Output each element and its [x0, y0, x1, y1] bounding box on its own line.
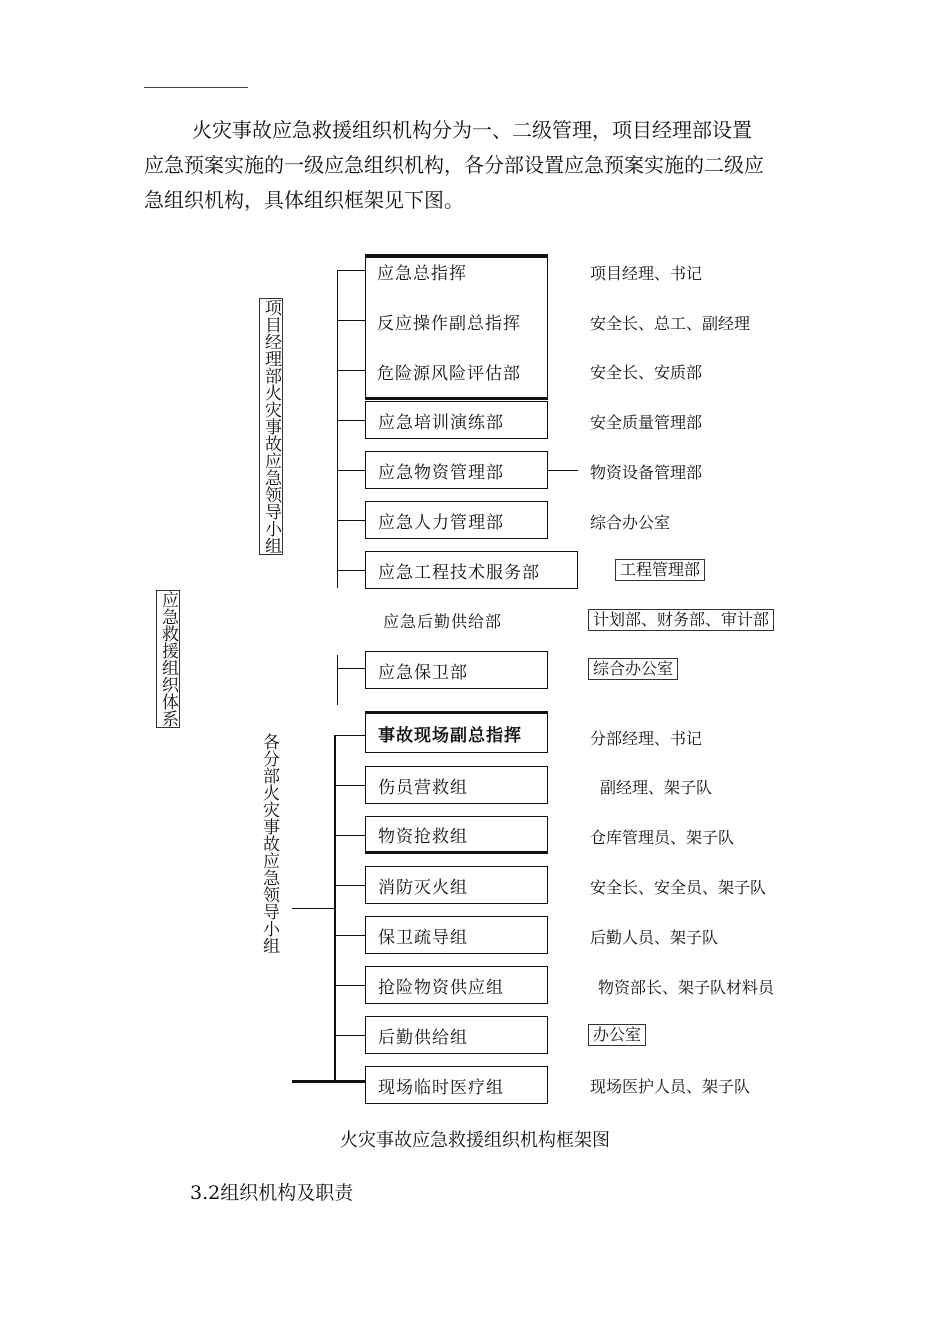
responsible-party: 安全长、安质部 [590, 363, 703, 382]
responsible-party: 办公室 [588, 1024, 646, 1046]
branch-group-label [258, 733, 280, 954]
responsible-party: 计划部、财务部、审计部 [588, 609, 774, 631]
connector [334, 785, 365, 786]
connector [337, 520, 365, 521]
unit-name: 事故现场副总指挥 [378, 725, 522, 746]
connector [337, 470, 365, 471]
unit-name: 应急工程技术服务部 [378, 562, 540, 583]
connector [334, 935, 365, 936]
branch-connector [292, 908, 334, 909]
unit-box [365, 966, 548, 1004]
connector [334, 885, 365, 886]
level2-trunk [334, 735, 336, 1083]
unit-name: 应急保卫部 [378, 662, 468, 683]
unit-box [365, 1016, 548, 1054]
unit-name: 应急培训演练部 [378, 412, 504, 433]
figure-caption: 火灾事故应急救援组织机构框架图 [340, 1130, 610, 1151]
responsible-party: 综合办公室 [590, 513, 671, 532]
responsible-party: 现场医护人员、架子队 [590, 1077, 751, 1096]
intro-line-3: 急组织机构，具体组织框架见下图。 [144, 188, 464, 212]
unit-name: 应急总指挥 [377, 264, 467, 284]
connector [337, 270, 365, 271]
unit-box [365, 551, 578, 589]
unit-name: 应急后勤供给部 [383, 612, 503, 631]
section-heading: 3.2组织机构及职责 [190, 1182, 354, 1204]
unit-name: 后勤供给组 [378, 1027, 468, 1048]
unit-box [365, 451, 548, 489]
unit-box [365, 816, 548, 854]
unit-box [365, 916, 548, 954]
system-label-text: 应急救援组织体系 [158, 591, 178, 727]
unit-box [365, 866, 548, 904]
security-connector [337, 655, 338, 705]
responsible-party: 副经理、架子队 [600, 778, 713, 797]
responsible-party: 仓库管理员、架子队 [590, 828, 735, 847]
unit-box [365, 711, 548, 753]
responsible-party: 工程管理部 [615, 559, 705, 581]
level1-trunk [337, 270, 338, 588]
unit-name: 伤员营救组 [378, 777, 468, 798]
connector [334, 985, 365, 986]
header-rule [144, 87, 248, 88]
intro-paragraph [144, 113, 814, 218]
connector [337, 420, 365, 421]
intro-line-1: 火灾事故应急救援组织机构分为一、二级管理，项目经理部设置 [192, 118, 752, 142]
intro-line-2: 应急预案实施的一级应急组织机构，各分部设置应急预案实施的二级应 [144, 153, 764, 177]
responsible-party: 安全质量管理部 [590, 413, 703, 432]
unit-name: 反应操作副总指挥 [377, 314, 521, 334]
connector [334, 835, 365, 836]
unit-name: 现场临时医疗组 [378, 1077, 504, 1098]
unit-box [365, 651, 548, 689]
unit-name: 危险源风险评估部 [377, 364, 521, 384]
connector [334, 1035, 365, 1036]
connector [548, 470, 578, 471]
connector [337, 370, 365, 371]
project-group-label [259, 298, 283, 555]
responsible-party: 安全长、安全员、架子队 [590, 878, 767, 897]
connector [337, 570, 365, 571]
responsible-party: 物资设备管理部 [590, 463, 703, 482]
unit-box [365, 766, 548, 804]
unit-name: 保卫疏导组 [378, 927, 468, 948]
unit-name: 物资抢救组 [378, 826, 468, 847]
unit-name: 应急物资管理部 [378, 462, 504, 483]
responsible-party: 综合办公室 [588, 658, 678, 680]
responsible-party: 项目经理、书记 [590, 264, 703, 283]
bottom-connector [292, 1080, 365, 1083]
responsible-party: 分部经理、书记 [590, 729, 703, 748]
system-label [156, 590, 180, 728]
project-group-label-text: 项目经理部火灾事故应急领导小组 [261, 299, 281, 554]
unit-name: 抢险物资供应组 [378, 977, 504, 998]
unit-box [365, 501, 548, 539]
unit-box [365, 1066, 548, 1104]
unit-name: 消防灭火组 [378, 877, 468, 898]
connector [337, 320, 365, 321]
responsible-party: 物资部长、架子队材料员 [598, 978, 775, 997]
connector [337, 668, 365, 669]
responsible-party: 安全长、总工、副经理 [590, 314, 751, 333]
responsible-party: 后勤人员、架子队 [590, 928, 719, 947]
unit-box [365, 401, 548, 439]
branch-group-label-text: 各分部火灾事故应急领导小组 [259, 733, 279, 954]
unit-name: 应急人力管理部 [378, 512, 504, 533]
connector [334, 735, 365, 736]
